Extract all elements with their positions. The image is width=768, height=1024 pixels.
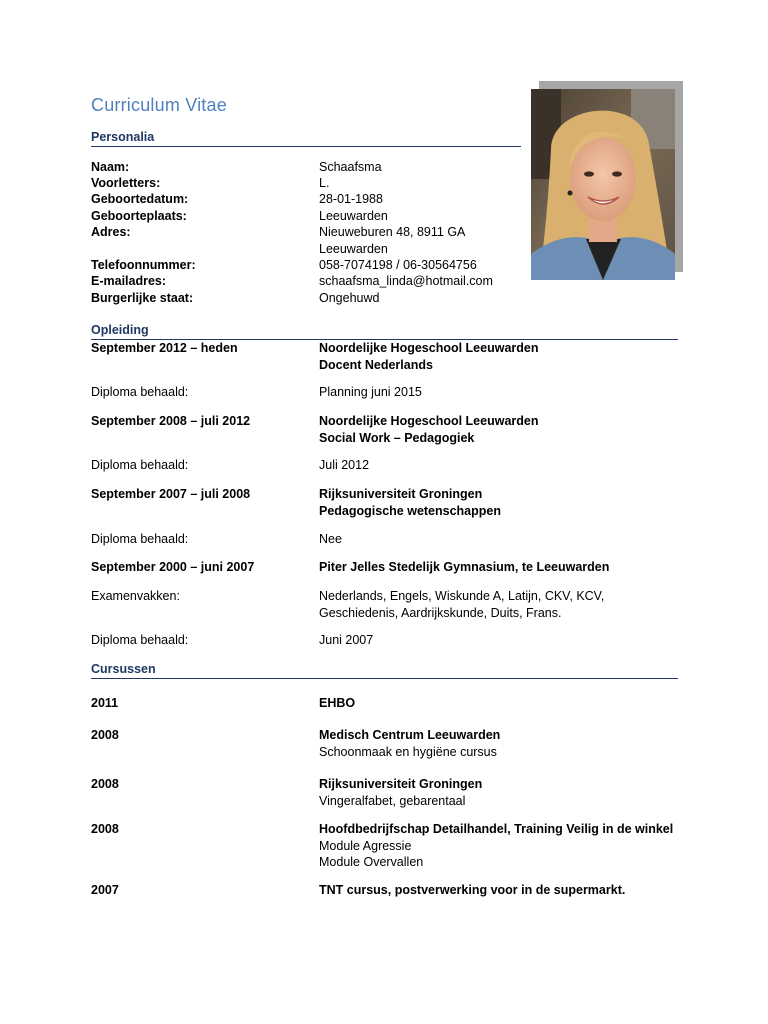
- course-name: Schoonmaak en hygiëne cursus: [319, 744, 497, 759]
- section-divider: [91, 678, 678, 679]
- education-institution: Noordelijke Hogeschool Leeuwarden: [319, 414, 539, 428]
- education-detail: [319, 340, 539, 373]
- course-module: Module Overvallen: [319, 855, 424, 869]
- exam-subjects-value: [319, 588, 604, 621]
- exam-subjects-line-1: Nederlands, Engels, Wiskunde A, Latijn, CKV, KCV,: [319, 589, 605, 603]
- course-year: 2008: [91, 728, 119, 742]
- address-line-1: Nieuweburen 48, 8911 GA: [319, 225, 466, 239]
- education-program: Docent Nederlands: [319, 357, 433, 372]
- course-name: Vingeralfabet, gebarentaal: [319, 793, 466, 808]
- education-period: September 2008 – juli 2012: [91, 414, 251, 428]
- exam-subjects-line-2: Geschiedenis, Aardrijkskunde, Duits, Frans.: [319, 605, 562, 620]
- diploma-label: Diploma behaald:: [91, 532, 189, 546]
- info-value: 28-01-1988: [319, 192, 383, 206]
- course-year: 2008: [91, 822, 119, 836]
- diploma-label: Diploma behaald:: [91, 633, 189, 647]
- info-value: Schaafsma: [319, 160, 382, 174]
- education-institution: Piter Jelles Stedelijk Gymnasium, te Leeuwarden: [319, 560, 610, 574]
- info-label: Geboortedatum:: [91, 192, 189, 206]
- course-year: 2008: [91, 777, 119, 791]
- section-divider: [91, 146, 521, 147]
- document-title: Curriculum Vitae: [91, 95, 227, 115]
- diploma-value: Planning juni 2015: [319, 385, 422, 399]
- diploma-value: Juni 2007: [319, 633, 374, 647]
- info-value: [319, 224, 465, 257]
- course-provider: Medisch Centrum Leeuwarden: [319, 728, 501, 742]
- diploma-value: Juli 2012: [319, 458, 370, 472]
- course-year: 2011: [91, 696, 119, 710]
- info-label: Naam:: [91, 160, 130, 174]
- course-name: TNT cursus, postverwerking voor in de supermarkt.: [319, 883, 626, 897]
- info-label: E-mailadres:: [91, 274, 167, 288]
- section-heading-cursussen: Cursussen: [91, 662, 156, 676]
- info-label: Telefoonnummer:: [91, 258, 196, 272]
- course-detail: [319, 821, 673, 871]
- course-provider: Hoofdbedrijfschap Detailhandel, Training Veilig in de winkel: [319, 822, 674, 836]
- diploma-value: Nee: [319, 532, 342, 546]
- course-detail: [319, 727, 500, 760]
- course-year: 2007: [91, 883, 119, 897]
- info-value: 058-7074198 / 06-30564756: [319, 258, 477, 272]
- section-heading-opleiding: Opleiding: [91, 323, 149, 337]
- education-program: Social Work – Pedagogiek: [319, 430, 475, 445]
- info-value: schaafsma_linda@hotmail.com: [319, 274, 493, 288]
- info-value: Ongehuwd: [319, 291, 380, 305]
- education-period: September 2000 – juni 2007: [91, 560, 255, 574]
- diploma-label: Diploma behaald:: [91, 458, 189, 472]
- education-detail: [319, 413, 539, 446]
- info-label: Adres:: [91, 225, 131, 239]
- info-label: Voorletters:: [91, 176, 161, 190]
- education-period: September 2012 – heden: [91, 341, 238, 355]
- info-value: Leeuwarden: [319, 209, 388, 223]
- profile-photo: [531, 89, 675, 280]
- education-institution: Noordelijke Hogeschool Leeuwarden: [319, 341, 539, 355]
- address-line-2: Leeuwarden: [319, 241, 388, 256]
- course-detail: [319, 776, 482, 809]
- info-value: L.: [319, 176, 330, 190]
- course-module: Module Agressie: [319, 838, 412, 853]
- education-detail: [319, 486, 501, 519]
- exam-subjects-label: Examenvakken:: [91, 589, 180, 603]
- education-period: September 2007 – juli 2008: [91, 487, 251, 501]
- diploma-label: Diploma behaald:: [91, 385, 189, 399]
- course-name: EHBO: [319, 696, 356, 710]
- education-institution: Rijksuniversiteit Groningen: [319, 487, 483, 501]
- section-heading-personalia: Personalia: [91, 130, 155, 144]
- info-label: Geboorteplaats:: [91, 209, 187, 223]
- course-provider: Rijksuniversiteit Groningen: [319, 777, 483, 791]
- education-program: Pedagogische wetenschappen: [319, 503, 501, 518]
- info-label: Burgerlijke staat:: [91, 291, 194, 305]
